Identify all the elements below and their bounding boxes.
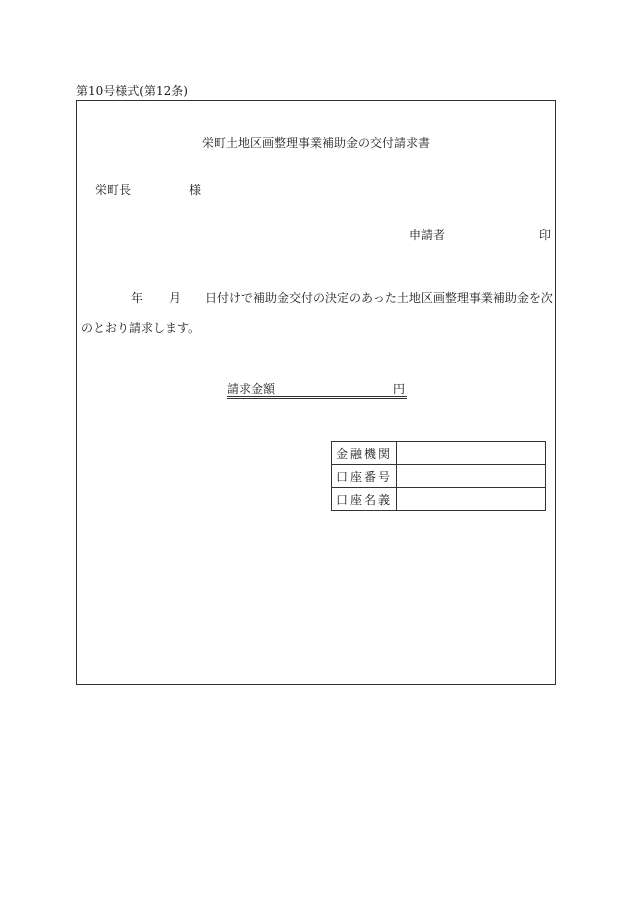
- applicant-label: 申請者: [409, 228, 446, 242]
- request-text-1: 日付けで補助金交付の決定のあった土地区画整理事業補助金を次: [205, 291, 553, 305]
- account-number-label: 口座番号: [332, 465, 397, 488]
- table-row: [332, 465, 546, 488]
- bank-name-label: 金融機関: [332, 442, 397, 465]
- bank-account-table: [331, 441, 546, 511]
- account-holder-label: 口座名義: [332, 488, 397, 511]
- request-text-line2: のとおり請求します。: [81, 321, 201, 335]
- form-frame: [76, 100, 556, 685]
- claim-amount-label: 請求金額: [227, 382, 276, 396]
- bank-name-field[interactable]: [397, 442, 546, 465]
- seal-mark: 印: [539, 228, 552, 242]
- table-row: [332, 442, 546, 465]
- account-number-field[interactable]: [397, 465, 546, 488]
- yen-unit: 円: [392, 382, 405, 396]
- table-row: [332, 488, 546, 511]
- form-number: 第10号様式(第12条): [76, 84, 188, 98]
- year-label: 年: [131, 291, 144, 305]
- account-holder-field[interactable]: [397, 488, 546, 511]
- addressee-honorific: 様: [189, 183, 202, 197]
- form-title: 栄町土地区画整理事業補助金の交付請求書: [201, 136, 430, 150]
- month-label: 月: [169, 291, 182, 305]
- addressee: [95, 181, 202, 198]
- addressee-name: 栄町長: [95, 183, 132, 197]
- claim-amount: [227, 380, 407, 399]
